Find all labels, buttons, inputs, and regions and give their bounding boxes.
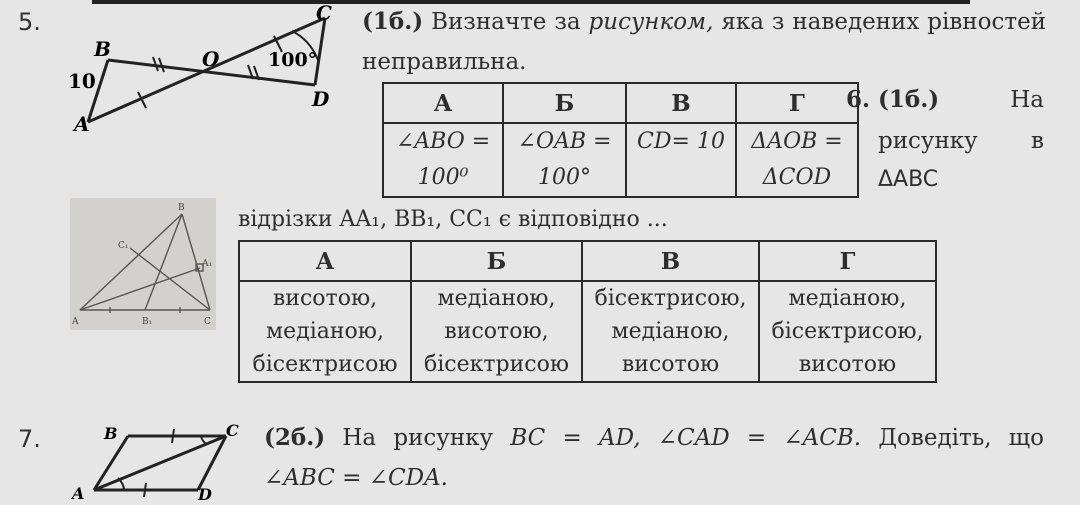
t5-cell-v[interactable]: CD= 10 [626, 123, 736, 197]
task5-line1 [362, 2, 1046, 82]
task6-line2: рисунку в [878, 128, 1044, 154]
t6-label-A: A [72, 317, 79, 327]
task5-number: 5. [18, 8, 41, 36]
task6-line3: ΔABC [878, 167, 939, 192]
t6-label-B: B [178, 203, 185, 213]
t7-label-D: D [198, 485, 212, 504]
t5-cell-b[interactable]: ∠OAB = 100° [503, 123, 626, 197]
t5-header-a: А [383, 83, 503, 123]
t5-header-b: Б [503, 83, 626, 123]
t6-header-g: Г [759, 241, 936, 281]
t5-header-g: Г [736, 83, 858, 123]
task5-table [382, 82, 859, 198]
t7-label-C: C [226, 421, 239, 440]
t7-label-B: B [104, 424, 118, 443]
t6-label-C: C [204, 317, 211, 327]
task7-text-a: На рисунку [342, 425, 494, 451]
task7-points: (2б.) [264, 424, 326, 451]
task5-text-a: Визначте за [431, 9, 581, 35]
task7-figure [66, 418, 256, 505]
t6-header-b: Б [411, 241, 582, 281]
t5-cell-a[interactable]: ∠ABO = 100⁰ [383, 123, 503, 197]
task5-text-italic: рисунком, [588, 9, 714, 35]
task7-text-b: Доведіть, що [878, 425, 1044, 451]
t6-cell-v[interactable]: бісектрисою, медіаною, висотою [582, 281, 759, 382]
t5-cell-g[interactable]: ΔAOB = ΔCOD [736, 123, 858, 197]
task7-line2: ∠ABC = ∠CDA. [264, 465, 448, 491]
task7-equation: BC = AD, ∠CAD = ∠ACB. [510, 425, 862, 451]
task6-text-na: На [1010, 87, 1044, 113]
t6-label-C1: C₁ [118, 241, 129, 251]
t7-label-A: A [72, 484, 85, 503]
t6-cell-g[interactable]: медіаною, бісектрисою, висотою [759, 281, 936, 382]
t6-header-a: А [239, 241, 411, 281]
task7-line1 [264, 418, 1044, 458]
t6-cell-b[interactable]: медіаною, висотою, бісектрисою [411, 281, 582, 382]
label-D: D [312, 87, 330, 111]
t6-header-v: В [582, 241, 759, 281]
label-A: A [74, 112, 90, 136]
task6-figure [70, 198, 216, 330]
t5-header-v: В [626, 83, 736, 123]
task6-table [238, 240, 937, 383]
label-O: O [202, 47, 220, 71]
t6-label-B1: B₁ [142, 317, 153, 327]
t6-cell-a[interactable]: висотою, медіаною, бісектрисою [239, 281, 411, 382]
label-B: B [94, 37, 111, 61]
task6-line1 [846, 80, 1044, 120]
task5-points: (1б.) [362, 8, 424, 35]
label-side-10: 10 [68, 69, 96, 93]
t6-label-A1: A₁ [202, 259, 213, 269]
task5-text-b: яка з наведених рівностей неправильна. [362, 9, 1047, 75]
label-angle: 100° [268, 49, 318, 71]
task6-line4: відрізки AA₁, BB₁, CC₁ є відповідно ... [238, 207, 668, 232]
task6-number-points: 6. (1б.) [846, 86, 940, 113]
task7-number: 7. [18, 425, 41, 453]
label-C: C [316, 1, 332, 25]
task5-figure [60, 0, 350, 140]
